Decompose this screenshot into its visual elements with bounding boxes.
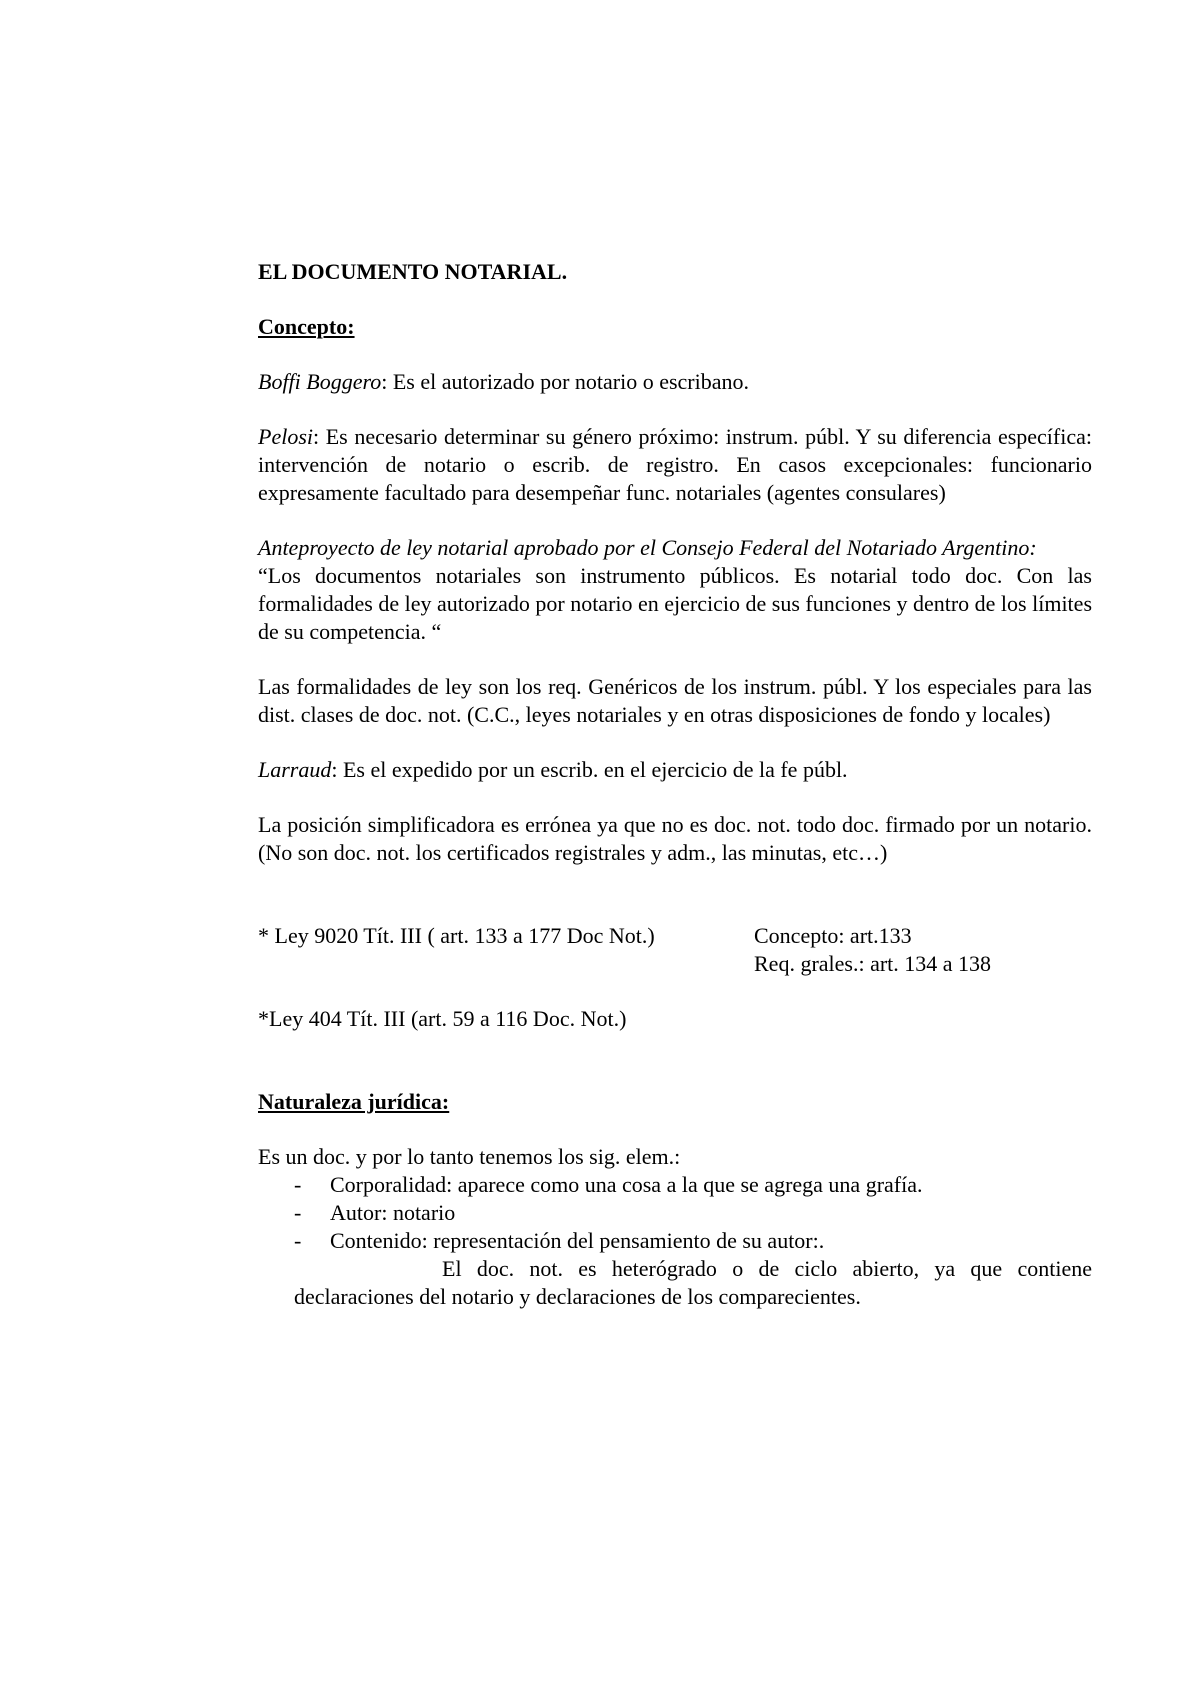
larraud-text: : Es el expedido por un escrib. en el ejercicio de la fe públ. (331, 757, 848, 782)
posicion-paragraph: La posición simplificadora es errónea ya que no es doc. not. todo doc. firmado por un notario. (No son doc. not. los certificados registrales y adm., las minutas, etc…) (258, 812, 1092, 865)
heterogrado-note: El doc. not. es heterógrado o de ciclo abierto, ya que contiene declaraciones del notario y declaraciones de los comparecientes. (294, 1256, 1092, 1309)
naturaleza-intro: Es un doc. y por lo tanto tenemos los sig. elem.: (258, 1144, 681, 1169)
list-item-text: Autor: notario (330, 1200, 456, 1225)
list-item: - Autor: notario (294, 1200, 456, 1225)
list-item: - Contenido: representación del pensamiento de su autor:. (294, 1228, 825, 1253)
anteproyecto-title: Anteproyecto de ley notarial aprobado por el Consejo Federal del Notariado Argentino: (258, 535, 1037, 560)
pelosi-text: : Es necesario determinar su género próximo: instrum. públ. Y su diferencia específica: intervención de notario o escrib. de registro. En casos excepcionales: funcionario expresamente facultado para desempeñar func. notariales (agentes consulares) (258, 424, 1092, 505)
ley-404-line: *Ley 404 Tít. III (art. 59 a 116 Doc. Not.) (258, 1006, 627, 1031)
ley-9020-block (258, 922, 1092, 978)
document-title: EL DOCUMENTO NOTARIAL. (258, 259, 568, 284)
list-item: - Corporalidad: aparece como una cosa a la que se agrega una grafía. (294, 1172, 923, 1197)
list-item-text: Corporalidad: aparece como una cosa a la que se agrega una grafía. (330, 1172, 923, 1197)
requisitos-reference: Req. grales.: art. 134 a 138 (754, 951, 992, 976)
concepto-reference: Concepto: art.133 (754, 923, 912, 948)
concepto-heading: Concepto: (258, 314, 355, 339)
pelosi-paragraph (258, 423, 1092, 507)
list-item-text: Contenido: representación del pensamiento de su autor:. (330, 1228, 825, 1253)
naturaleza-heading: Naturaleza jurídica: (258, 1089, 450, 1114)
anteproyecto-quote: “Los documentos notariales son instrumento públicos. Es notarial todo doc. Con las formalidades de ley autorizado por notario en ejercicio de sus funciones y dentro de los límites de su competencia. “ (258, 563, 1092, 644)
larraud-author: Larraud (258, 757, 332, 782)
boffi-text: : Es el autorizado por notario o escribano. (381, 369, 750, 394)
boffi-author: Boffi Boggero (258, 369, 382, 394)
elements-list (258, 1171, 1092, 1255)
larraud-paragraph (258, 756, 1092, 784)
ley-9020-line: * Ley 9020 Tít. III ( art. 133 a 177 Doc Not.) (258, 923, 655, 948)
boffi-paragraph (258, 368, 1092, 396)
formalidades-paragraph: Las formalidades de ley son los req. Genéricos de los instrum. públ. Y los especiales para las dist. clases de doc. not. (C.C., leyes notariales y en otras disposiciones de fondo y locales) (258, 674, 1092, 727)
ley-9020-refs (754, 922, 991, 978)
pelosi-author: Pelosi (258, 424, 313, 449)
document-body (258, 258, 1092, 1311)
